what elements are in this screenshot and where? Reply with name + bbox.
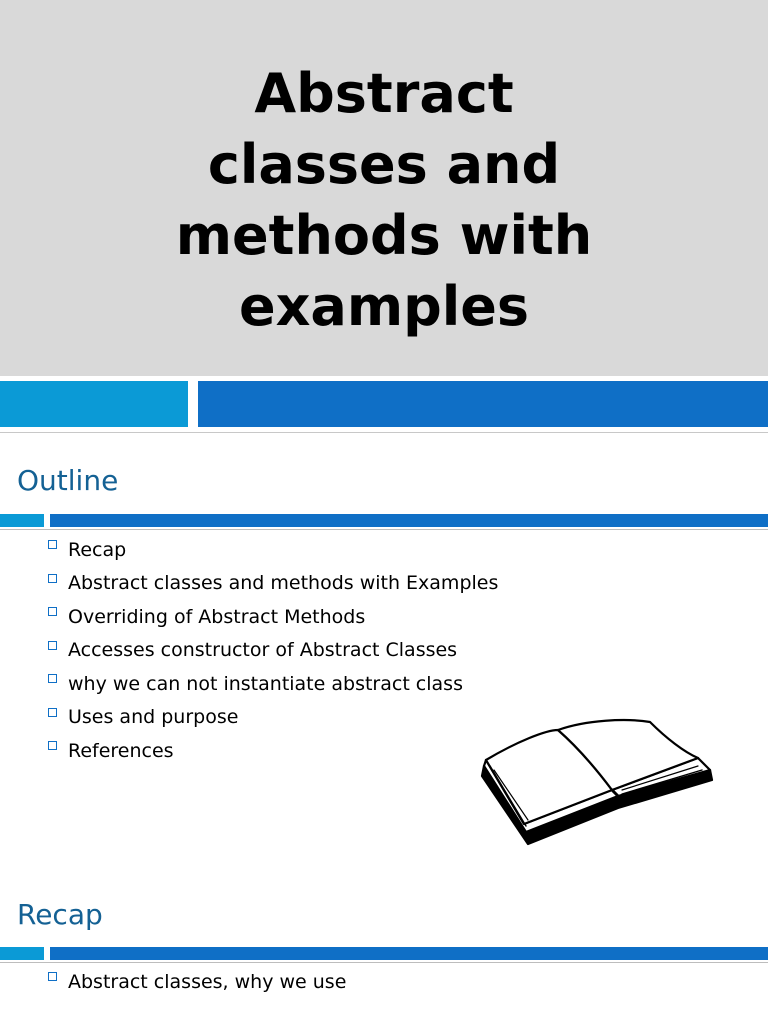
list-item [48, 701, 498, 735]
recap-heading: Recap [17, 898, 103, 931]
list-item [48, 734, 498, 768]
bullet-text: Uses and purpose [68, 706, 239, 729]
square-bullet-icon [48, 708, 57, 717]
list-item [48, 600, 498, 634]
list-item [48, 965, 346, 999]
outline-heading-rule [0, 529, 768, 530]
recap-accent-bar-right [50, 947, 768, 960]
square-bullet-icon [48, 540, 57, 549]
square-bullet-icon [48, 574, 57, 583]
outline-accent-bar-right [50, 514, 768, 527]
slide-title-line: classes and [207, 133, 561, 196]
slide-title-line: Abstract [254, 62, 514, 125]
title-accent-bar-left [0, 381, 188, 427]
bullet-text: Abstract classes and methods with Examples [68, 572, 499, 595]
bullet-text: References [68, 739, 174, 762]
list-item [48, 667, 498, 701]
list-item [48, 634, 498, 668]
title-slide [0, 0, 768, 376]
slide-title-line: examples [238, 275, 530, 338]
outline-accent-bar-left [0, 514, 44, 527]
title-accent-bar-right [198, 381, 768, 427]
recap-accent-bar-left [0, 947, 44, 960]
recap-heading-rule [0, 962, 768, 963]
outline-bullet-list [48, 533, 498, 768]
bullet-text: Abstract classes, why we use [68, 970, 347, 993]
list-item [48, 567, 498, 601]
square-bullet-icon [48, 972, 57, 981]
slide-divider [0, 432, 768, 433]
bullet-text: Accesses constructor of Abstract Classes [68, 639, 458, 662]
slide-title-line: methods with [175, 204, 593, 267]
list-item [48, 533, 498, 567]
open-book-icon [476, 716, 716, 848]
slide-title [0, 58, 768, 342]
bullet-text: Recap [68, 538, 127, 561]
outline-heading: Outline [17, 464, 119, 497]
square-bullet-icon [48, 641, 57, 650]
square-bullet-icon [48, 607, 57, 616]
bullet-text: why we can not instantiate abstract class [68, 672, 463, 695]
bullet-text: Overriding of Abstract Methods [68, 605, 366, 628]
square-bullet-icon [48, 674, 57, 683]
recap-bullet-list [48, 965, 346, 999]
square-bullet-icon [48, 741, 57, 750]
